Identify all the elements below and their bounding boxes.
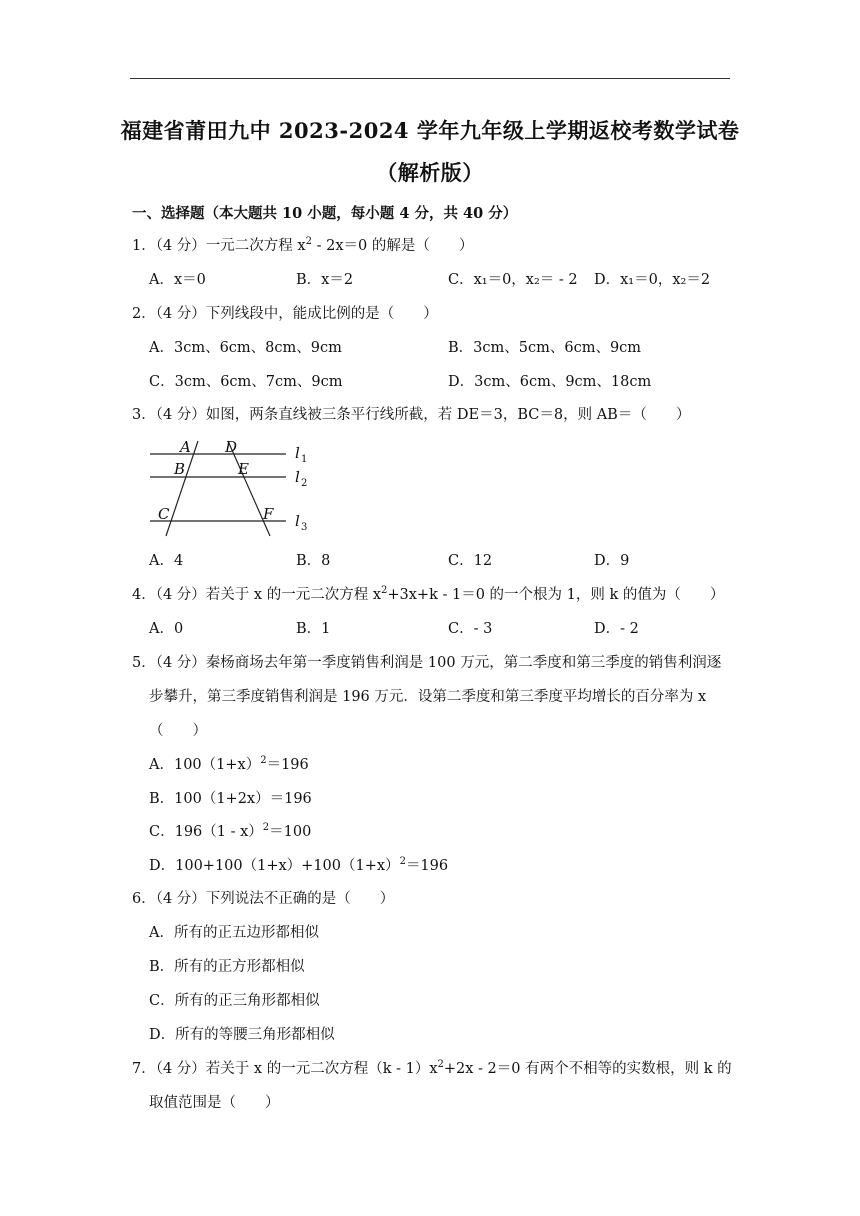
question-2-stem: 2．（4 分）下列线段中，能成比例的是（ ）	[132, 306, 438, 322]
label-B: B	[174, 460, 186, 478]
label-l3-sub: 3	[301, 522, 308, 533]
question-5-option-d: D．$100+100(1+x)+100(1+x)^2=196$	[149, 856, 449, 874]
question-7-stem-line1: 7．（4 分）若关于 x 的一元二次方程$(k - 1)x^2+2x - 2=0$ 有两个不相等的实数根，则 k 的	[132, 1059, 732, 1077]
section-heading: 一、选择题（本大题共 10 小题，每小题 4 分，共 40 分）	[132, 205, 518, 222]
question-4-option-d: D．- 2	[594, 621, 639, 637]
label-D: D	[225, 438, 238, 456]
question-1-option-a: A．x＝0	[149, 272, 206, 288]
question-3-option-a: A．4	[149, 553, 184, 569]
label-l1: l	[295, 444, 300, 462]
parallel-lines-figure	[146, 436, 346, 542]
question-3-option-d: D．9	[594, 553, 630, 569]
question-1-option-b: B．x＝2	[296, 272, 354, 288]
question-3-option-b: B．8	[296, 553, 331, 569]
question-4-option-a: A．0	[149, 621, 184, 637]
question-3-stem: 3．（4 分）如图，两条直线被三条平行线所截，若 DE＝3，BC＝8，则 AB＝（ ）	[132, 407, 691, 423]
label-C: C	[158, 505, 170, 523]
question-3-option-c: C．12	[448, 553, 493, 569]
label-E: E	[238, 460, 249, 478]
question-7-stem-line2: 取值范围是（ ）	[149, 1095, 280, 1111]
question-6-option-c: C．所有的正三角形都相似	[149, 993, 320, 1009]
question-5-option-b: B．100（1+2x）＝196	[149, 791, 312, 807]
question-5-stem-line2: 步攀升，第三季度销售利润是 196 万元．设第二季度和第三季度平均增长的百分率为 x	[149, 689, 707, 705]
question-6-option-b: B．所有的正方形都相似	[149, 959, 305, 975]
label-A: A	[180, 438, 191, 456]
question-5-option-a: A．$100(1+x)^2=196$	[149, 755, 309, 773]
question-2-option-c: C．3cm、6cm、7cm、9cm	[149, 374, 343, 390]
question-6-stem: 6．（4 分）下列说法不正确的是（ ）	[132, 891, 395, 907]
question-4-option-b: B．1	[296, 621, 331, 637]
question-6-option-d: D．所有的等腰三角形都相似	[149, 1027, 335, 1043]
label-l2-sub: 2	[301, 478, 308, 489]
page-subtitle: （解析版）	[376, 160, 484, 185]
label-l2: l	[295, 468, 300, 486]
question-2-option-b: B．3cm、5cm、6cm、9cm	[448, 340, 642, 356]
question-5-option-c: C．196（1 - x）$^2$＝100	[149, 822, 312, 840]
question-5-stem-line3: （ ）	[149, 723, 207, 739]
question-1-option-d: D．x₁＝0，x₂＝2	[594, 272, 711, 288]
label-l3: l	[295, 512, 300, 530]
question-1-option-c: C．x₁＝0，x₂＝ - 2	[448, 272, 578, 288]
page-title: 福建省莆田九中 2023-2024 学年九年级上学期返校考数学试卷	[120, 118, 740, 143]
question-2-option-a: A．3cm、6cm、8cm、9cm	[149, 340, 342, 356]
question-2-option-d: D．3cm、6cm、9cm、18cm	[448, 374, 652, 390]
question-4-option-c: C．- 3	[448, 621, 493, 637]
question-6-option-a: A．所有的正五边形都相似	[149, 925, 319, 941]
header-rule	[130, 78, 730, 79]
label-F: F	[263, 505, 274, 523]
question-5-stem-line1: 5．（4 分）秦杨商场去年第一季度销售利润是 100 万元，第二季度和第三季度的销售利润逐	[132, 655, 722, 671]
label-l1-sub: 1	[301, 454, 308, 465]
question-4-stem: 4．（4 分）若关于 x 的一元二次方程 $x^2+3x+k - 1=0$ 的一个根为 1，则 k 的值为（ ）	[132, 585, 725, 603]
question-1-stem: 1．（4 分）一元二次方程 $x^2 - 2x=0$ 的解是（ ）	[132, 236, 474, 254]
